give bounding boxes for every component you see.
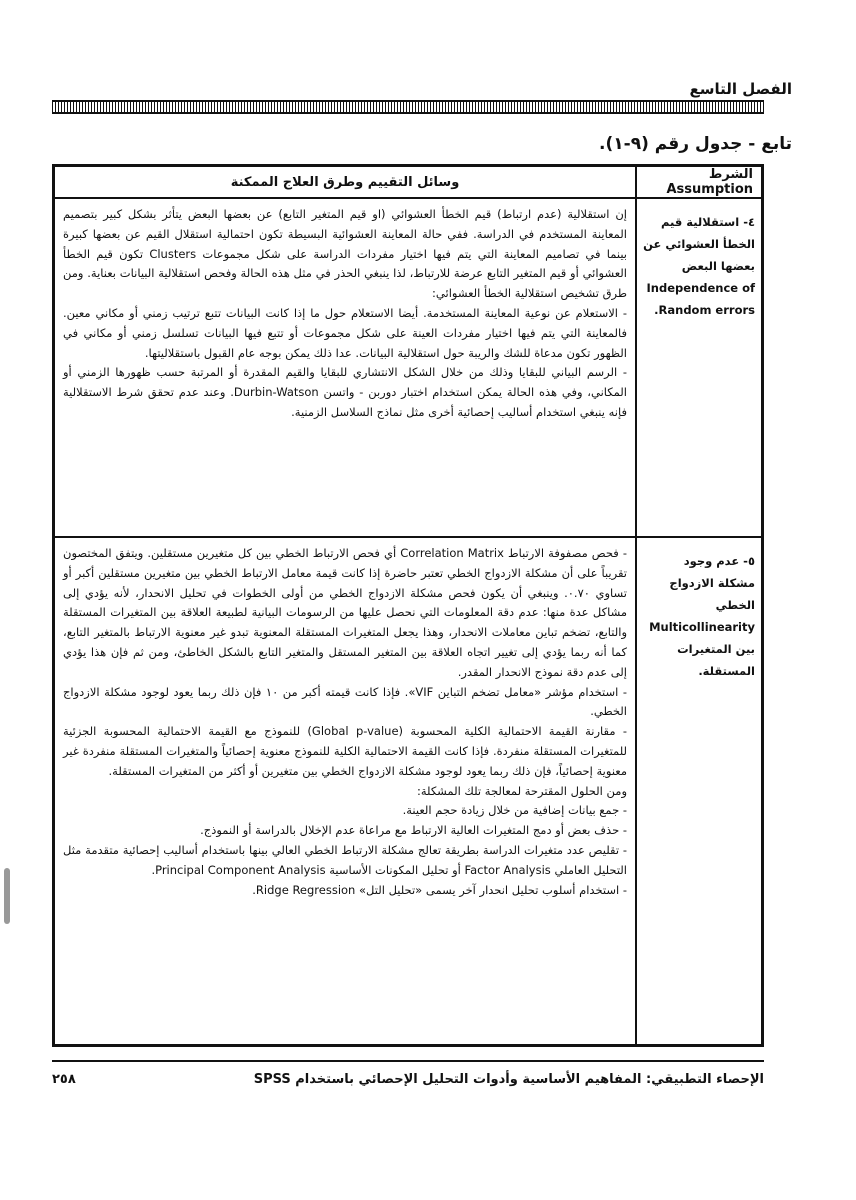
header-rule xyxy=(52,100,764,114)
footer-book-title: الإحصاء التطبيقي: المفاهيم الأساسية وأدوات التحليل الإحصائي باستخدام SPSS xyxy=(253,1072,764,1087)
assumptions-table xyxy=(52,164,764,1047)
chapter-title: الفصل التاسع xyxy=(689,80,792,98)
methods-paragraph: - حذف بعض أو دمج المتغيرات العالية الارتباط مع مراعاة عدم الإخلال بالدراسة أو النموذج. xyxy=(200,823,627,838)
methods-paragraph: ومن الحلول المقترحة لمعالجة تلك المشكلة: xyxy=(416,783,627,798)
footer-rule xyxy=(52,1060,764,1062)
methods-paragraph: - فحص مصفوفة الارتباط Correlation Matrix أي فحص الارتباط الخطي بين كل متغيرين مستقلين. ويتفق المختصون تقريباً على أن مشكلة الازدواج الخطي تعتبر حاضرة إذا كانت قيمة معامل الارتباط الخطي بين متغيرين مستقلين أكبر أو تساوي ٠.٧٠. وينبغي أن يكون فحص مشكلة الازدواج الخطي من أولى الخطوات في تحليل الانحدار، لأنه يؤدي إلى مشاكل عدة منها: عدم دقة المعلومات التي نحصل عليها من الرسومات البيانية لطبيعة العلاقة بين المتغيرات المستقلة والتابع، تضخم تباين معاملات الانحدار، وهذا يجعل المتغيرات المستقلة المعنوية تبدو غير معنوية الارتباط بالمتغير التابع، كما أنه ربما يؤدي إلى تغيير اتجاه العلاقة بين المتغير المستقل والمتغير التابع بالشكل الخاطئ، ومن ثم فإن هذا يؤدي إلى عدم دقة نموذج الانحدار المقدر. xyxy=(63,546,628,679)
page-number: ٢٥٨ xyxy=(52,1072,76,1087)
methods-paragraph: - استخدام مؤشر «معامل تضخم التباين VIF». فإذا كانت قيمته أكبر من ١٠ فإن ذلك ربما يعود لوجود مشكلة الازدواج الخطي. xyxy=(63,684,627,719)
table-caption: تابع - جدول رقم (٩-١). xyxy=(599,134,792,154)
methods-cell-multicollinearity xyxy=(54,537,636,1045)
methods-paragraph: - الاستعلام عن نوعية المعاينة المستخدمة. أيضا الاستعلام حول ما إذا كانت البيانات تتبع ترتيب زمني أو مكاني معين. فالمعاينة التي يتم فيها اختيار مفردات العينة على شكل مجموعات أو تتبع فيها البيانات تسلسل زمني أو مكاني في الظهور تكون مدعاة للشك والريبة حول استقلالية البيانات. عدا ذلك يمكن بوجه عام القبول باستقلاليتها. xyxy=(63,305,627,360)
methods-paragraph: إن استقلالية (عدم ارتباط) قيم الخطأ العشوائي (او قيم المتغير التابع) عن بعضها البعض يتأثر بشكل كبير بتصميم المعاينة المستخدم في الدراسة. ففي حالة المعاينة العشوائية البسيطة تكون احتمالية استقلال القيم عن بعضها كبيرة بينما في تصاميم المعاينة التي يتم فيها اختيار مفردات الدراسة على شكل مجموعات Clusters تكون قيم الخطأ العشوائي أو قيم المتغير التابع عرضة للارتباط، لذا ينبغي الحذر في مثل هذه الحالة وفحص استقلالية البيانات بعناية. ومن طرق تشخيص استقلالية الخطأ العشوائي: xyxy=(63,207,627,301)
assumption-cell-multicollinearity: ٥- عدم وجود مشكلة الازدواج الخطي Multicollinearity بين المتغيرات المستقلة. xyxy=(636,537,762,1045)
methods-paragraph: - جمع بيانات إضافية من خلال زيادة حجم العينة. xyxy=(402,803,627,818)
scrollbar-handle[interactable] xyxy=(4,868,10,924)
column-header-assumption: الشرط Assumption xyxy=(636,166,762,198)
methods-cell-independence xyxy=(54,198,636,537)
page-footer xyxy=(52,1072,764,1087)
column-header-methods: وسائل التقييم وطرق العلاج الممكنة xyxy=(54,166,636,198)
assumption-cell-independence: ٤- استقلالية قيم الخطأ العشوائي عن بعضها البعض Independence of Random errors. xyxy=(636,198,762,537)
methods-paragraph: - الرسم البياني للبقايا وذلك من خلال الشكل الانتشاري للبقايا والقيم المقدرة أو المرتبة حسب ظهورها الزمني أو المكاني، وفي هذه الحالة يمكن استخدام اختبار دوربن - واتسن Durbin-Watson. وعند عدم تحقق شرط الاستقلالية فإنه ينبغي استخدام أساليب إحصائية أخرى مثل نماذج السلاسل الزمنية. xyxy=(63,365,627,419)
methods-paragraph: - استخدام أسلوب تحليل انحدار آخر يسمى «تحليل التل» Ridge Regression. xyxy=(252,882,627,897)
methods-paragraph: - مقارنة القيمة الاحتمالية الكلية المحسوبة (Global p-value) للنموذج مع القيمة الاحتمالية المحسوبة الجزئية للمتغيرات المستقلة منفردة. فإذا كانت القيمة الاحتمالية الكلية للنموذج معنوية إحصائياً والمتغيرات المستقلة منفردة غير معنوية إحصائياً، فإن ذلك ربما يعود لوجود مشكلة الازدواج الخطي بين متغيرين أو أكثر من المتغيرات المستقلة. xyxy=(63,724,627,778)
methods-paragraph: - تقليص عدد متغيرات الدراسة بطريقة تعالج مشكلة الارتباط الخطي العالي بينها باستخدام أساليب إحصائية متقدمة مثل التحليل العاملي Factor Analysis أو تحليل المكونات الأساسية Principal Component Analysis. xyxy=(63,842,627,877)
